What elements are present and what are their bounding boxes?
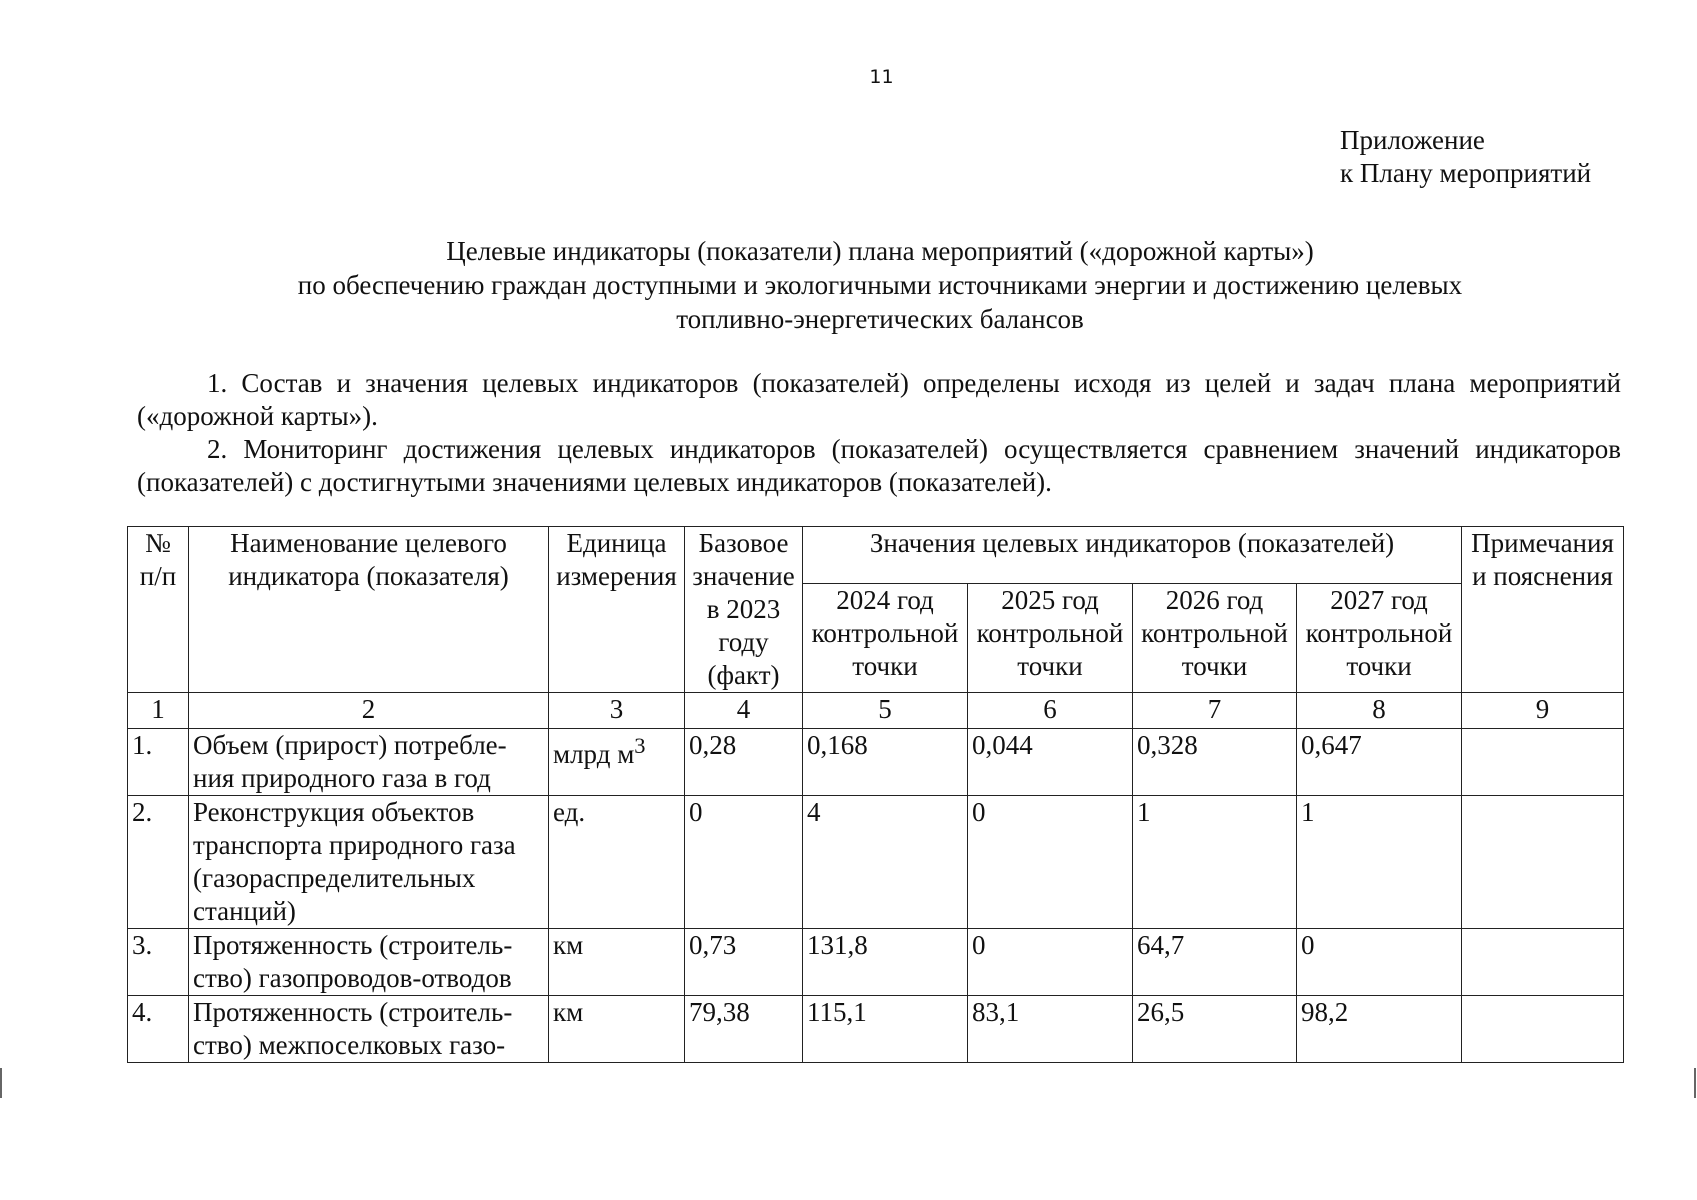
row-unit: км	[549, 929, 685, 996]
header-num: № п/п	[128, 527, 189, 693]
row-2024: 131,8	[803, 929, 968, 996]
row-2027: 1	[1297, 796, 1462, 929]
table-row	[128, 796, 1624, 929]
indicators-table	[127, 526, 1624, 1063]
header-2024: 2024 год контрольной точки	[803, 584, 968, 693]
unit-text: млрд м	[553, 739, 635, 769]
column-number: 5	[803, 693, 968, 729]
row-name: Протяженность (строитель-ство) газопроводов-отводов	[189, 929, 549, 996]
paragraph-2: 2. Мониторинг достижения целевых индикаторов (показателей) осуществляется сравнением значений индикаторов (показателей) с достигнутыми значениями целевых индикаторов (показателей).	[137, 434, 1621, 497]
row-name: Реконструкция объектов транспорта природного газа (газораспределительных станций)	[189, 796, 549, 929]
column-number: 8	[1297, 693, 1462, 729]
column-number: 1	[128, 693, 189, 729]
scan-edge-mark-left	[0, 1068, 2, 1098]
row-2024: 0,168	[803, 729, 968, 796]
header-notes: Примечания и пояснения	[1462, 527, 1624, 693]
header-values-group: Значения целевых индикаторов (показателей)	[803, 527, 1462, 584]
row-2025: 0	[968, 929, 1133, 996]
header-name: Наименование целевого индикатора (показателя)	[189, 527, 549, 693]
row-notes	[1462, 796, 1624, 929]
table-header-row	[128, 527, 1624, 584]
row-2027: 0,647	[1297, 729, 1462, 796]
column-number: 2	[189, 693, 549, 729]
row-2025: 0	[968, 796, 1133, 929]
column-number: 7	[1133, 693, 1297, 729]
column-number: 4	[685, 693, 803, 729]
document-title	[200, 234, 1560, 336]
page-number: 11	[869, 66, 894, 88]
column-number-row	[128, 693, 1624, 729]
header-2026: 2026 год контрольной точки	[1133, 584, 1297, 693]
header-2025: 2025 год контрольной точки	[968, 584, 1133, 693]
title-line-1: Целевые индикаторы (показатели) плана мероприятий («дорожной карты»)	[446, 236, 1314, 266]
row-2026: 1	[1133, 796, 1297, 929]
title-line-2: по обеспечению граждан доступными и экологичными источниками энергии и достижению целевых	[297, 270, 1463, 300]
table-row	[128, 996, 1624, 1063]
row-num: 4.	[128, 996, 189, 1063]
appendix-note	[1340, 124, 1591, 190]
row-num: 1.	[128, 729, 189, 796]
row-base: 0,28	[685, 729, 803, 796]
row-2025: 83,1	[968, 996, 1133, 1063]
paragraphs	[137, 367, 1621, 499]
row-2024: 115,1	[803, 996, 968, 1063]
row-2027: 0	[1297, 929, 1462, 996]
appendix-line-2: к Плану мероприятий	[1340, 158, 1592, 188]
header-2027: 2027 год контрольной точки	[1297, 584, 1462, 693]
column-number: 3	[549, 693, 685, 729]
column-number: 9	[1462, 693, 1624, 729]
row-unit: км	[549, 996, 685, 1063]
row-2025: 0,044	[968, 729, 1133, 796]
row-2027: 98,2	[1297, 996, 1462, 1063]
header-unit: Единица измерения	[549, 527, 685, 693]
column-number: 6	[968, 693, 1133, 729]
row-unit: ед.	[549, 796, 685, 929]
row-2026: 64,7	[1133, 929, 1297, 996]
title-line-3: топливно-энергетических балансов	[676, 304, 1084, 334]
row-unit	[549, 729, 685, 796]
row-notes	[1462, 729, 1624, 796]
row-notes	[1462, 929, 1624, 996]
row-num: 3.	[128, 929, 189, 996]
row-2024: 4	[803, 796, 968, 929]
scan-edge-mark-right	[1694, 1068, 1696, 1098]
row-notes	[1462, 996, 1624, 1063]
appendix-line-1: Приложение	[1340, 125, 1485, 155]
row-2026: 26,5	[1133, 996, 1297, 1063]
table-row	[128, 729, 1624, 796]
header-base: Базовое значение в 2023 году (факт)	[685, 527, 803, 693]
row-base: 0	[685, 796, 803, 929]
unit-superscript: 3	[634, 733, 646, 758]
table-row	[128, 929, 1624, 996]
row-name: Объем (прирост) потребле-ния природного газа в год	[189, 729, 549, 796]
row-base: 79,38	[685, 996, 803, 1063]
row-name: Протяженность (строитель-ство) межпоселковых газо-	[189, 996, 549, 1063]
row-base: 0,73	[685, 929, 803, 996]
row-2026: 0,328	[1133, 729, 1297, 796]
paragraph-1: 1. Состав и значения целевых индикаторов (показателей) определены исходя из целей и задач плана мероприятий («дорожной карты»).	[137, 368, 1621, 431]
row-num: 2.	[128, 796, 189, 929]
